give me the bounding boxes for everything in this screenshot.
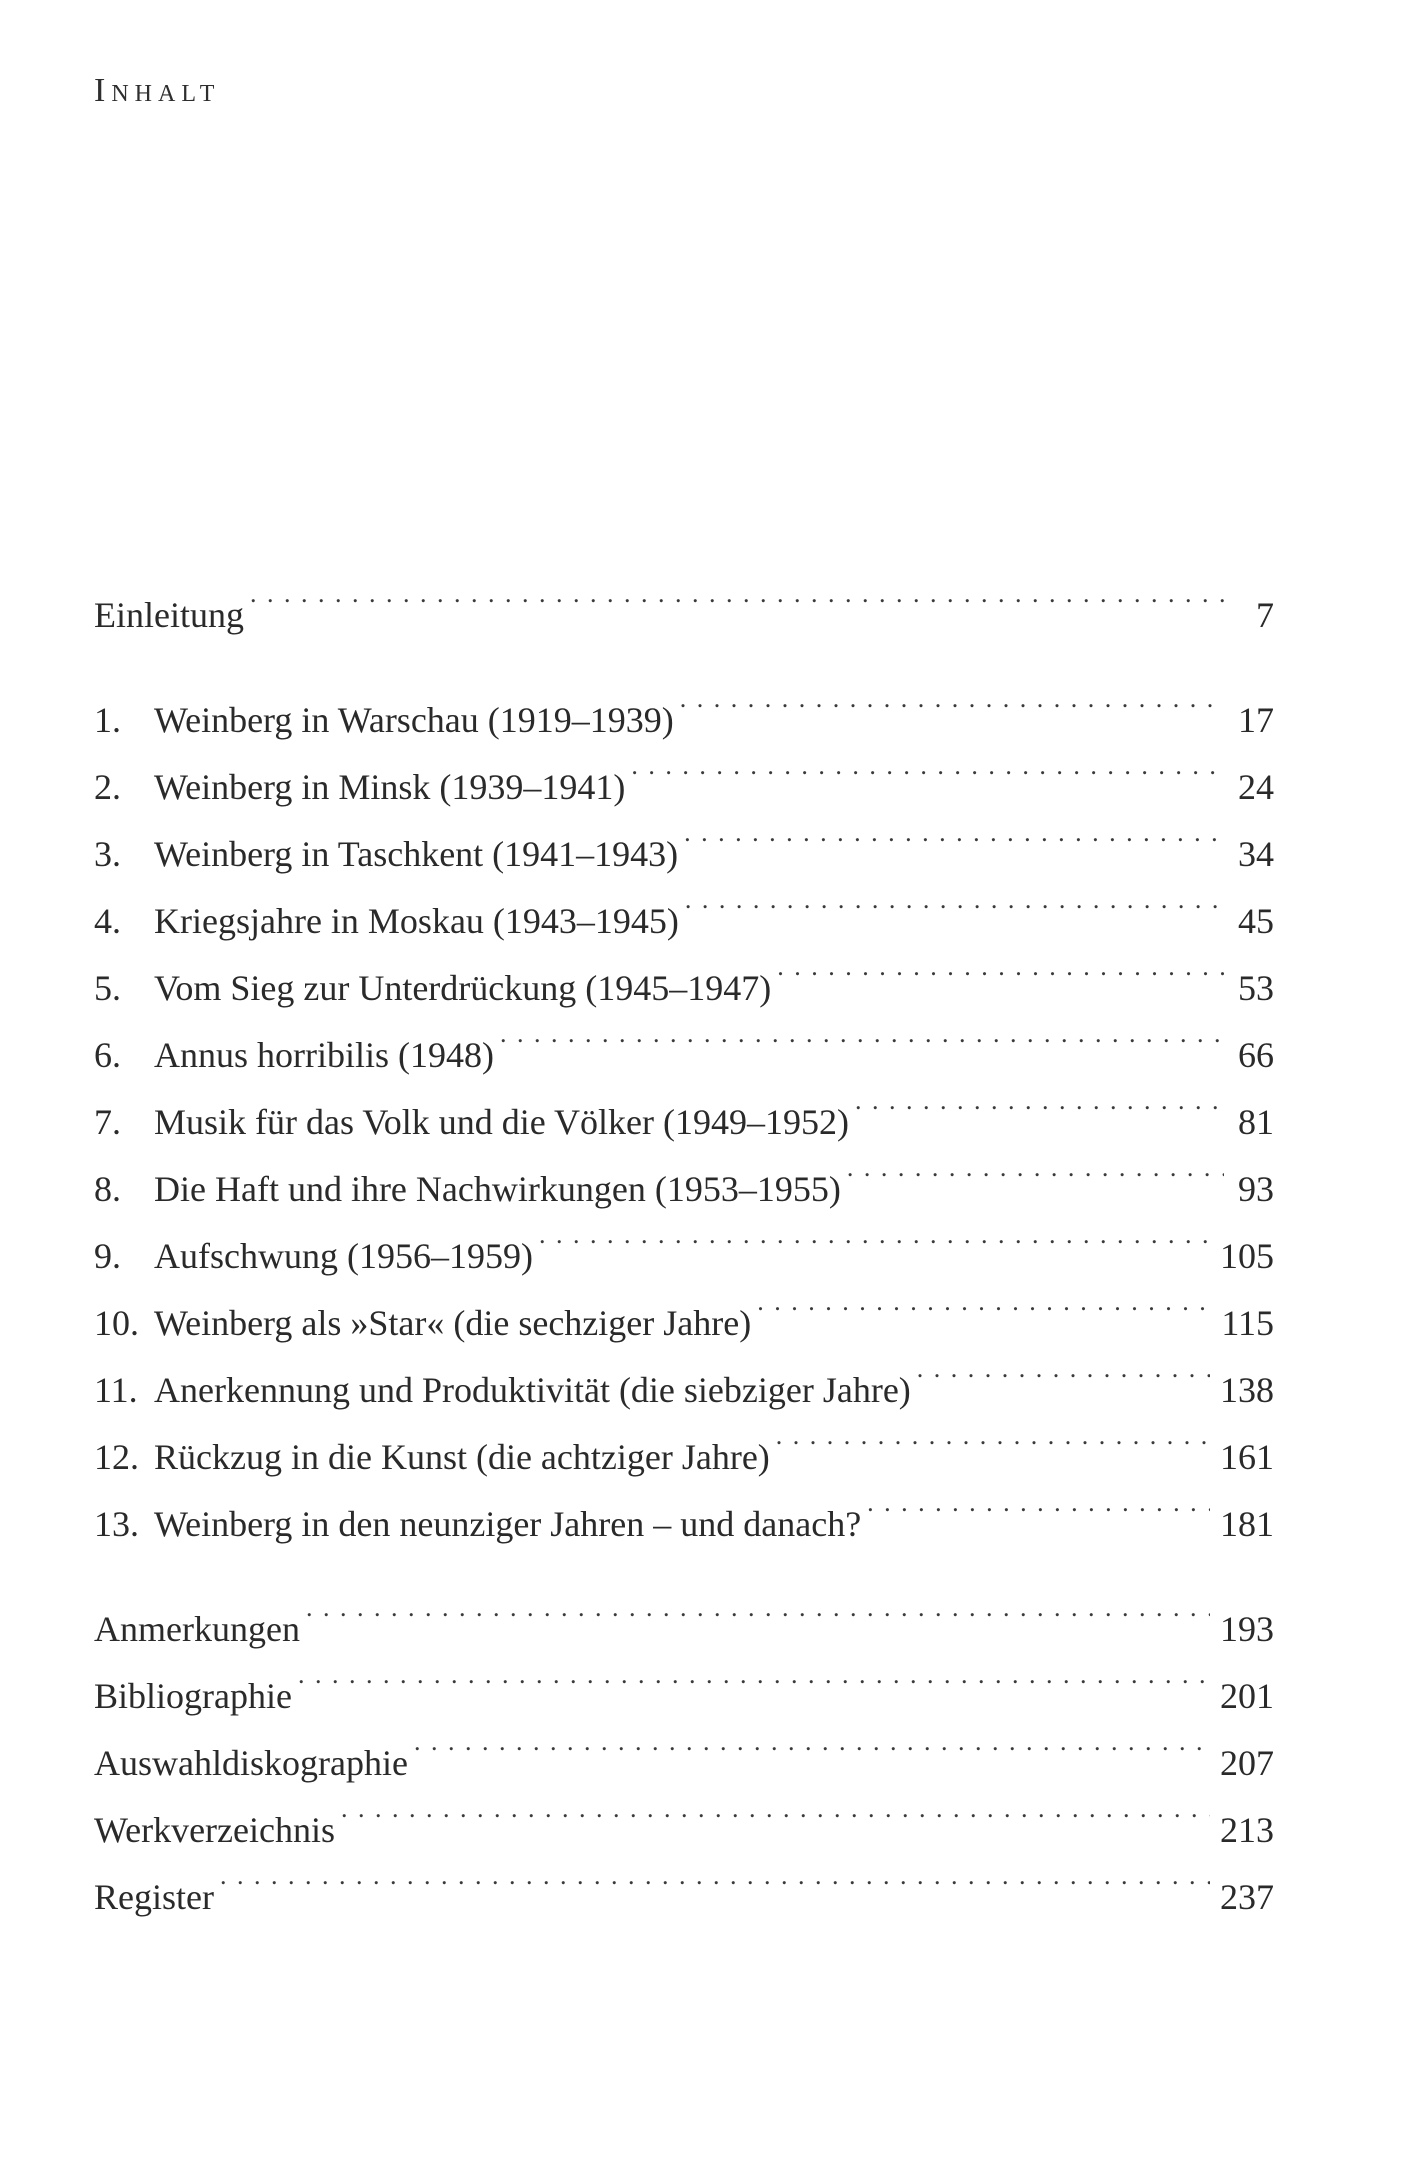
toc-entry-title: Die Haft und ihre Nachwirkungen (1953–1955)	[154, 1169, 841, 1209]
toc-entry-page: 213	[1220, 1810, 1274, 1850]
toc-entry-page: 115	[1221, 1303, 1274, 1343]
toc-entry-number: 1.	[94, 700, 121, 740]
toc-entry-number: 13.	[94, 1504, 139, 1544]
toc-entry-title: Weinberg in den neunziger Jahren – und danach?	[154, 1504, 862, 1544]
toc-entry-page: 34	[1238, 834, 1274, 874]
running-head: Inhalt	[94, 72, 221, 109]
toc-dot-leader	[341, 1775, 1210, 1842]
toc-entry-title: Vom Sieg zur Unterdrückung (1945–1947)	[154, 968, 772, 1008]
toc-entry-number: 4.	[94, 901, 121, 941]
toc-entry-title: Register	[94, 1877, 214, 1917]
toc-dot-leader	[631, 732, 1224, 799]
toc-entry	[94, 1842, 1274, 1917]
toc-entry-title: Einleitung	[94, 595, 244, 635]
toc-dot-leader	[867, 1469, 1210, 1536]
toc-entry	[94, 1574, 1274, 1649]
toc-entry-title: Werkverzeichnis	[94, 1810, 335, 1850]
toc-entry-number: 10.	[94, 1303, 139, 1343]
toc-entry-page: 17	[1238, 700, 1274, 740]
toc-entry-title: Anerkennung und Produktivität (die siebziger Jahre)	[154, 1370, 911, 1410]
toc-dot-leader	[220, 1842, 1210, 1909]
toc-entry-number: 3.	[94, 834, 121, 874]
toc-entry-page: 7	[1256, 595, 1274, 635]
toc-entry-title: Aufschwung (1956–1959)	[154, 1236, 533, 1276]
toc-entry-number: 12.	[94, 1437, 139, 1477]
toc-dot-leader	[777, 933, 1224, 1000]
toc-entry-page: 45	[1238, 901, 1274, 941]
toc-entry	[94, 560, 1274, 635]
toc-dot-leader	[684, 799, 1224, 866]
toc-entry-page: 201	[1220, 1676, 1274, 1716]
toc-entry-number: 9.	[94, 1236, 121, 1276]
toc-entry-title: Annus horribilis (1948)	[154, 1035, 494, 1075]
toc-entry-page: 66	[1238, 1035, 1274, 1075]
toc-entry-page: 24	[1238, 767, 1274, 807]
toc-dot-leader	[680, 665, 1224, 732]
toc-entry-title: Auswahldiskographie	[94, 1743, 408, 1783]
toc-entry-page: 81	[1238, 1102, 1274, 1142]
toc-entry-title: Weinberg als »Star« (die sechziger Jahre)	[154, 1303, 752, 1343]
toc-dot-leader	[298, 1641, 1210, 1708]
table-of-contents	[94, 560, 1274, 1917]
toc-entry	[94, 665, 1274, 740]
toc-entry-title: Anmerkungen	[94, 1609, 300, 1649]
toc-entry-page: 105	[1220, 1236, 1274, 1276]
toc-intro-group	[94, 560, 1274, 635]
toc-dot-leader	[776, 1402, 1210, 1469]
toc-dot-leader	[757, 1268, 1211, 1335]
toc-entry-number: 2.	[94, 767, 121, 807]
toc-entry-title: Kriegsjahre in Moskau (1943–1945)	[154, 901, 679, 941]
toc-entry-title: Weinberg in Minsk (1939–1941)	[154, 767, 626, 807]
toc-entry-page: 93	[1238, 1169, 1274, 1209]
toc-chapters-group	[94, 665, 1274, 1544]
toc-dot-leader	[685, 866, 1224, 933]
toc-dot-leader	[917, 1335, 1210, 1402]
toc-entry-title: Musik für das Volk und die Völker (1949–1952)	[154, 1102, 849, 1142]
toc-entry-title: Bibliographie	[94, 1676, 292, 1716]
toc-entry-title: Rückzug in die Kunst (die achtziger Jahre)	[154, 1437, 770, 1477]
toc-entry-page: 181	[1220, 1504, 1274, 1544]
toc-entry-page: 207	[1220, 1743, 1274, 1783]
toc-dot-leader	[500, 1000, 1224, 1067]
toc-entry-title: Weinberg in Taschkent (1941–1943)	[154, 834, 679, 874]
toc-dot-leader	[539, 1201, 1210, 1268]
toc-entry-number: 7.	[94, 1102, 121, 1142]
toc-dot-leader	[855, 1067, 1224, 1134]
toc-dot-leader	[306, 1574, 1210, 1641]
toc-entry-number: 11.	[94, 1370, 138, 1410]
toc-entry-page: 161	[1220, 1437, 1274, 1477]
toc-entry-title: Weinberg in Warschau (1919–1939)	[154, 700, 674, 740]
toc-entry-page: 53	[1238, 968, 1274, 1008]
toc-dot-leader	[414, 1708, 1210, 1775]
toc-appendix-group	[94, 1574, 1274, 1917]
toc-entry-page: 138	[1220, 1370, 1274, 1410]
toc-entry-number: 6.	[94, 1035, 121, 1075]
toc-entry-number: 5.	[94, 968, 121, 1008]
toc-dot-leader	[847, 1134, 1224, 1201]
toc-entry-page: 237	[1220, 1877, 1274, 1917]
toc-entry-number: 8.	[94, 1169, 121, 1209]
toc-dot-leader	[250, 560, 1224, 627]
toc-entry-page: 193	[1220, 1609, 1274, 1649]
